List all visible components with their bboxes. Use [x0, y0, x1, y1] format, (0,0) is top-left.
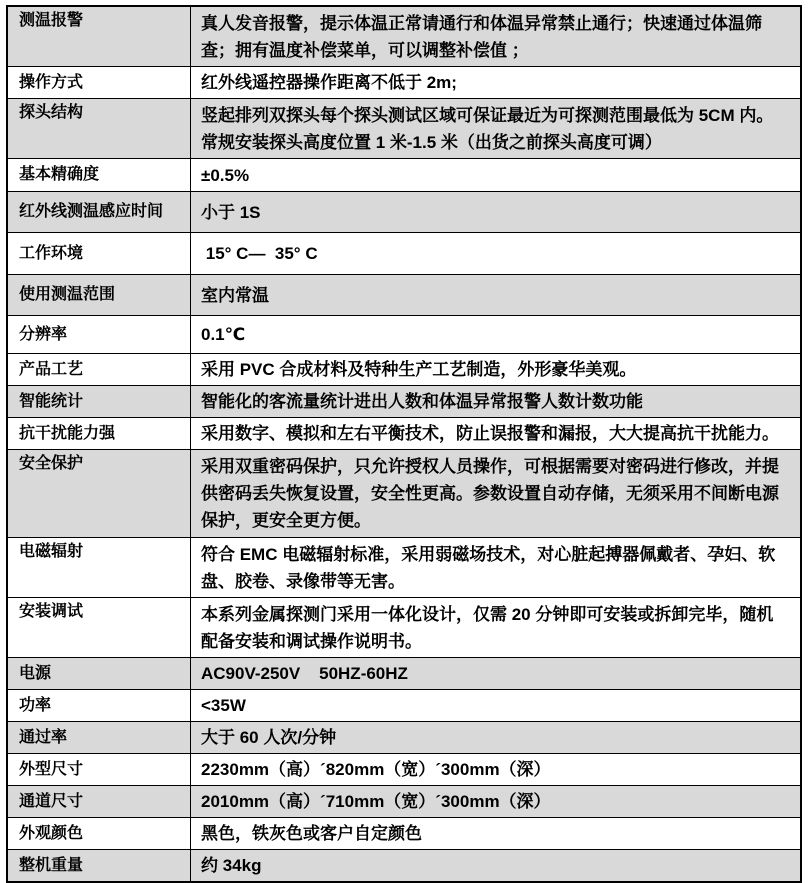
table-row	[8, 658, 800, 690]
spec-value: 2230mm（高）´820mm（宽）´300mm（深）	[201, 760, 551, 779]
spec-value: 小于 1S	[201, 202, 261, 222]
spec-label: 抗干扰能力强	[8, 418, 191, 449]
spec-value: ±0.5%	[201, 165, 250, 185]
table-row	[8, 386, 800, 418]
spec-label: 红外线测温感应时间	[8, 192, 191, 232]
spec-value: 红外线遥控器操作距离不低于 2m;	[201, 73, 457, 92]
spec-label: 电源	[8, 658, 191, 689]
spec-value: 智能化的客流量统计进出人数和体温异常报警人数计数功能	[201, 392, 643, 411]
spec-value: 大于 60 人次/分钟	[201, 728, 337, 747]
spec-value: 15° C— 35° C	[201, 244, 318, 263]
spec-label: 外型尺寸	[8, 754, 191, 785]
spec-label: 智能统计	[8, 386, 191, 417]
spec-label: 整机重量	[8, 850, 191, 881]
table-row	[8, 722, 800, 754]
table-row	[8, 690, 800, 722]
table-row	[8, 354, 800, 386]
spec-label: 功率	[8, 690, 191, 721]
spec-label: 探头结构	[8, 99, 191, 158]
spec-label: 安装调试	[8, 598, 191, 657]
spec-value: 采用双重密码保护，只允许授权人员操作，可根据需要对密码进行修改，并提供密码丢失恢复设置，安全性更高。参数设置自动存储，无须采用不间断电源保护，更安全更方便。	[201, 457, 779, 530]
spec-label: 电磁辐射	[8, 538, 191, 597]
table-row	[8, 418, 800, 450]
spec-value: 符合 EMC 电磁辐射标准，采用弱磁场技术，对心脏起搏器佩戴者、孕妇、软盘、胶卷、录像带等无害。	[201, 545, 776, 591]
table-row	[8, 538, 800, 598]
spec-value: 采用数字、模拟和左右平衡技术，防止误报警和漏报，大大提高抗干扰能力。	[201, 424, 779, 443]
spec-label: 外观颜色	[8, 818, 191, 849]
spec-value: 约 34kg	[201, 856, 262, 875]
spec-value: 竖起排列双探头每个探头测试区域可保证最近为可探测范围最低为 5CM 内。常规安装探头高度位置 1 米-1.5 米（出货之前探头高度可调）	[201, 106, 774, 152]
spec-label: 产品工艺	[8, 354, 191, 385]
table-row	[8, 159, 800, 192]
spec-value: 真人发音报警，提示体温正常请通行和体温异常禁止通行；快速通过体温筛查；拥有温度补偿菜单，可以调整补偿值 ；	[201, 14, 762, 60]
spec-value: <35W	[201, 696, 246, 715]
spec-label: 通过率	[8, 722, 191, 753]
spec-value: 本系列金属探测门采用一体化设计，仅需 20 分钟即可安装或拆卸完毕，随机配备安装和调试操作说明书。	[201, 605, 774, 651]
table-row	[8, 233, 800, 275]
spec-value: 室内常温	[201, 285, 269, 305]
spec-label: 使用测温范围	[8, 275, 191, 315]
table-row	[8, 67, 800, 99]
table-row	[8, 786, 800, 818]
spec-label: 安全保护	[8, 450, 191, 537]
table-row	[8, 450, 800, 538]
table-row	[8, 316, 800, 354]
table-row	[8, 818, 800, 850]
spec-value: 采用 PVC 合成材料及特种生产工艺制造，外形豪华美观。	[201, 360, 637, 379]
table-row	[8, 850, 800, 881]
spec-value: 黑色，铁灰色或客户自定颜色	[201, 824, 422, 843]
spec-value: AC90V-250V 50HZ-60HZ	[201, 664, 408, 683]
table-row	[8, 192, 800, 233]
spec-label: 分辨率	[8, 316, 191, 353]
spec-value: 0.1℃	[201, 325, 246, 344]
spec-label: 基本精确度	[8, 159, 191, 191]
table-row	[8, 754, 800, 786]
spec-label: 操作方式	[8, 67, 191, 98]
spec-label: 测温报警	[8, 7, 191, 66]
table-row	[8, 99, 800, 159]
table-row	[8, 598, 800, 658]
spec-value: 2010mm（高）´710mm（宽）´300mm（深）	[201, 792, 551, 811]
spec-table	[6, 5, 802, 883]
table-row	[8, 7, 800, 67]
table-row	[8, 275, 800, 316]
spec-label: 通道尺寸	[8, 786, 191, 817]
spec-label: 工作环境	[8, 233, 191, 274]
